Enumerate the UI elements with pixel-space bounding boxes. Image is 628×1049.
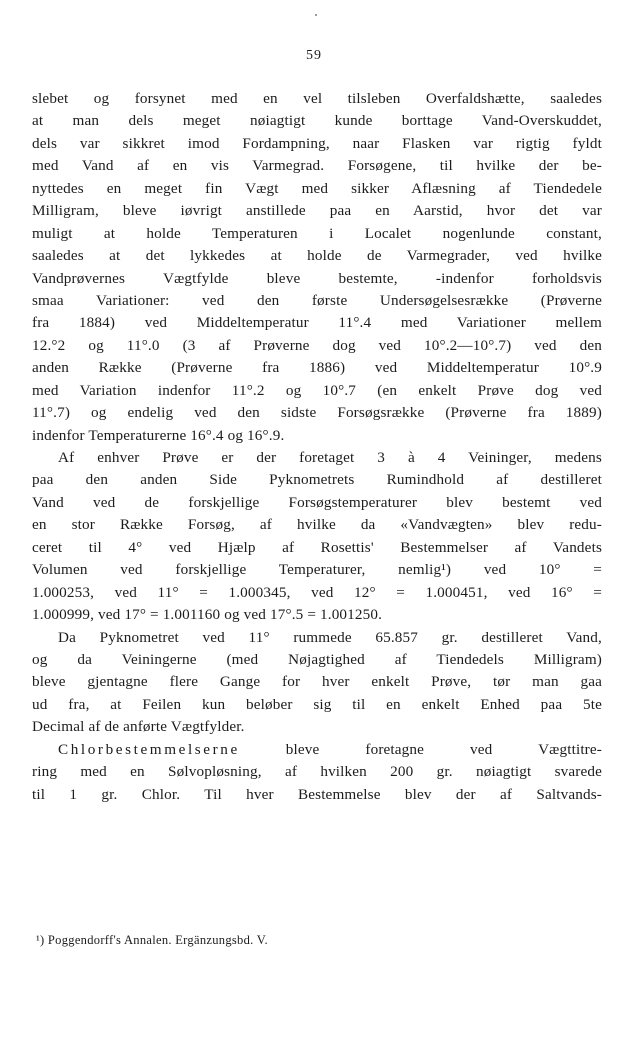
footnote: ¹) Poggendorff's Annalen. Ergänzungsbd. V. (36, 933, 268, 947)
text-line: Chlorbestemmelserne bleve foretagne ved Vægttitre- (58, 740, 602, 758)
text-line: 1.000999, ved 17° = 1.001160 og ved 17°.5 = 1.001250. (32, 606, 383, 624)
text-line: fra 1884) ved Middeltemperatur 11°.4 med Variationer mellem (32, 314, 602, 332)
text-line: indenfor Temperaturerne 16°.4 og 16°.9. (32, 426, 285, 444)
text-line: 11°.7) og endelig ved den sidste Forsøgsrække (Prøverne fra 1889) (32, 404, 602, 422)
text-line: bleve gjentagne flere Gange for hver enkelt Prøve, tør man gaa (32, 673, 602, 691)
text-line: ud fra, at Feilen kun beløber sig til en enkelt Enhed paa 5te (32, 695, 602, 713)
text-line: med Variation indenfor 11°.2 og 10°.7 (en enkelt Prøve dog ved (32, 381, 602, 399)
text-line: smaa Variationer: ved den første Undersøgelsesrække (Prøverne (32, 291, 602, 309)
text-line: til 1 gr. Chlor. Til hver Bestemmelse blev der af Saltvands- (32, 785, 602, 803)
text-line: ceret til 4° ved Hjælp af Rosettis' Bestemmelser af Vandets (32, 538, 602, 556)
text-line: en stor Række Forsøg, af hvilke da «Vandvægten» blev redu- (32, 516, 602, 534)
text-line: Milligram, bleve iøvrigt anstillede paa en Aarstid, hvor det var (32, 202, 602, 220)
text-line: saaledes at det lykkedes at holde de Varmegrader, ved hvilke (32, 247, 602, 265)
text-line: dels var sikkret imod Fordampning, naar Flasken var rigtig fyldt (32, 134, 602, 152)
text-line: at man dels meget nøiagtigt kunde borttage Vand-Overskuddet, (32, 112, 602, 130)
text-line: slebet og forsynet med en vel tilsleben Overfaldshætte, saaledes (32, 90, 602, 107)
text-line: nyttedes en meget fin Vægt med sikker Aflæsning af Tiendedele (32, 179, 602, 197)
text-line: muligt at holde Temperaturen i Localet nogenlunde constant, (32, 224, 602, 242)
text-line: Vandprøvernes Vægtfylde bleve bestemte, -indenfor forholdsvis (32, 269, 602, 287)
text-line: anden Række (Prøverne fra 1886) ved Middeltemperatur 10°.9 (32, 359, 602, 377)
paper-speck (315, 14, 317, 16)
page-number: 59 (306, 48, 322, 63)
body-text (32, 88, 602, 806)
text-line: med Vand af en vis Varmegrad. Forsøgene, til hvilke der be- (32, 157, 602, 175)
text-line: Da Pyknometret ved 11° rummede 65.857 gr. destilleret Vand, (58, 628, 602, 646)
text-line: 1.000253, ved 11° = 1.000345, ved 12° = 1.000451, ved 16° = (32, 583, 602, 601)
text-line: paa den anden Side Pyknometrets Rumindhold af destilleret (32, 471, 602, 489)
text-line: Af enhver Prøve er der foretaget 3 à 4 Veininger, medens (58, 449, 602, 466)
text-line: Vand ved de forskjellige Forsøgstemperaturer blev bestemt ved (32, 493, 602, 511)
text-line: ring med en Sølvopløsning, af hvilken 200 gr. nøiagtigt svarede (32, 763, 602, 781)
text-line: og da Veiningerne (med Nøjagtighed af Tiendedels Milligram) (32, 650, 602, 668)
text-line: Volumen ved forskjellige Temperaturer, nemlig¹) ved 10° = (32, 561, 602, 579)
text-line: Decimal af de anførte Vægtfylder. (32, 718, 245, 736)
text-line: 12.°2 og 11°.0 (3 af Prøverne dog ved 10°.2—10°.7) ved den (32, 336, 602, 354)
